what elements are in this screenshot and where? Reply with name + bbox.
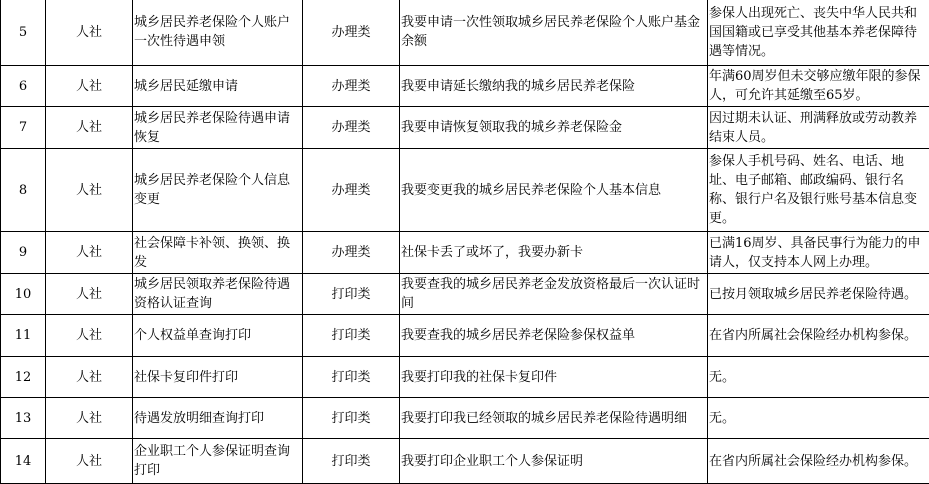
table-row bbox=[1, 315, 929, 357]
row-number: 11 bbox=[1, 315, 46, 357]
department-cell: 人社 bbox=[46, 0, 133, 66]
item-name-cell: 待遇发放明细查询打印 bbox=[133, 398, 303, 439]
scope-cell: 已满16周岁、具备民事行为能力的申请人，仅支持本人网上办理。 bbox=[708, 232, 929, 274]
item-type-cell: 办理类 bbox=[303, 66, 400, 107]
item-type-cell: 办理类 bbox=[303, 232, 400, 274]
scope-cell: 无。 bbox=[708, 357, 929, 398]
row-number: 7 bbox=[1, 107, 46, 149]
row-number: 5 bbox=[1, 0, 46, 66]
demand-cell: 我要打印我的社保卡复印件 bbox=[400, 357, 708, 398]
scope-cell: 参保人手机号码、姓名、电话、地址、电子邮箱、邮政编码、银行名称、银行户名及银行账号基本信息变更。 bbox=[708, 149, 929, 232]
table-row bbox=[1, 439, 929, 484]
row-number: 13 bbox=[1, 398, 46, 439]
scope-cell: 无。 bbox=[708, 398, 929, 439]
demand-cell: 我要查我的城乡居民养老金发放资格最后一次认证时间 bbox=[400, 274, 708, 315]
department-cell: 人社 bbox=[46, 357, 133, 398]
row-number: 6 bbox=[1, 66, 46, 107]
item-name-cell: 企业职工个人参保证明查询打印 bbox=[133, 439, 303, 484]
item-name-cell: 城乡居民延缴申请 bbox=[133, 66, 303, 107]
item-type-cell: 办理类 bbox=[303, 149, 400, 232]
department-cell: 人社 bbox=[46, 66, 133, 107]
department-cell: 人社 bbox=[46, 274, 133, 315]
table-row bbox=[1, 149, 929, 232]
demand-cell: 社保卡丢了或坏了，我要办新卡 bbox=[400, 232, 708, 274]
demand-cell: 我要打印我已经领取的城乡居民养老保险待遇明细 bbox=[400, 398, 708, 439]
table-body bbox=[1, 0, 929, 484]
row-number: 10 bbox=[1, 274, 46, 315]
department-cell: 人社 bbox=[46, 398, 133, 439]
scope-cell: 在省内所属社会保险经办机构参保。 bbox=[708, 439, 929, 484]
item-type-cell: 打印类 bbox=[303, 274, 400, 315]
row-number: 14 bbox=[1, 439, 46, 484]
scope-cell: 年满60周岁但未交够应缴年限的参保人，可允许其延缴至65岁。 bbox=[708, 66, 929, 107]
item-name-cell: 社会保障卡补领、换领、换发 bbox=[133, 232, 303, 274]
row-number: 8 bbox=[1, 149, 46, 232]
item-name-cell: 社保卡复印件打印 bbox=[133, 357, 303, 398]
item-name-cell: 城乡居民领取养老保险待遇资格认证查询 bbox=[133, 274, 303, 315]
table-row bbox=[1, 398, 929, 439]
item-type-cell: 打印类 bbox=[303, 398, 400, 439]
item-type-cell: 打印类 bbox=[303, 439, 400, 484]
table-row bbox=[1, 107, 929, 149]
demand-cell: 我要变更我的城乡居民养老保险个人基本信息 bbox=[400, 149, 708, 232]
demand-cell: 我要申请延长缴纳我的城乡居民养老保险 bbox=[400, 66, 708, 107]
demand-cell: 我要申请恢复领取我的城乡养老保险金 bbox=[400, 107, 708, 149]
scope-cell: 在省内所属社会保险经办机构参保。 bbox=[708, 315, 929, 357]
demand-cell: 我要查我的城乡居民养老保险参保权益单 bbox=[400, 315, 708, 357]
department-cell: 人社 bbox=[46, 439, 133, 484]
item-type-cell: 打印类 bbox=[303, 315, 400, 357]
table-row bbox=[1, 66, 929, 107]
scope-cell: 因过期未认证、刑满释放或劳动教养结束人员。 bbox=[708, 107, 929, 149]
row-number: 12 bbox=[1, 357, 46, 398]
table-row bbox=[1, 232, 929, 274]
item-type-cell: 打印类 bbox=[303, 357, 400, 398]
department-cell: 人社 bbox=[46, 232, 133, 274]
item-name-cell: 城乡居民养老保险个人信息变更 bbox=[133, 149, 303, 232]
demand-cell: 我要打印企业职工个人参保证明 bbox=[400, 439, 708, 484]
demand-cell: 我要申请一次性领取城乡居民养老保险个人账户基金余额 bbox=[400, 0, 708, 66]
item-name-cell: 城乡居民养老保险待遇申请恢复 bbox=[133, 107, 303, 149]
department-cell: 人社 bbox=[46, 315, 133, 357]
table-row bbox=[1, 274, 929, 315]
scope-cell: 参保人出现死亡、丧失中华人民共和国国籍或已享受其他基本养老保障待遇等情况。 bbox=[708, 0, 929, 66]
item-name-cell: 个人权益单查询打印 bbox=[133, 315, 303, 357]
table-row bbox=[1, 357, 929, 398]
item-name-cell: 城乡居民养老保险个人账户一次性待遇申领 bbox=[133, 0, 303, 66]
department-cell: 人社 bbox=[46, 149, 133, 232]
row-number: 9 bbox=[1, 232, 46, 274]
scope-cell: 已按月领取城乡居民养老保险待遇。 bbox=[708, 274, 929, 315]
table-row bbox=[1, 0, 929, 66]
department-cell: 人社 bbox=[46, 107, 133, 149]
item-type-cell: 办理类 bbox=[303, 107, 400, 149]
item-type-cell: 办理类 bbox=[303, 0, 400, 66]
